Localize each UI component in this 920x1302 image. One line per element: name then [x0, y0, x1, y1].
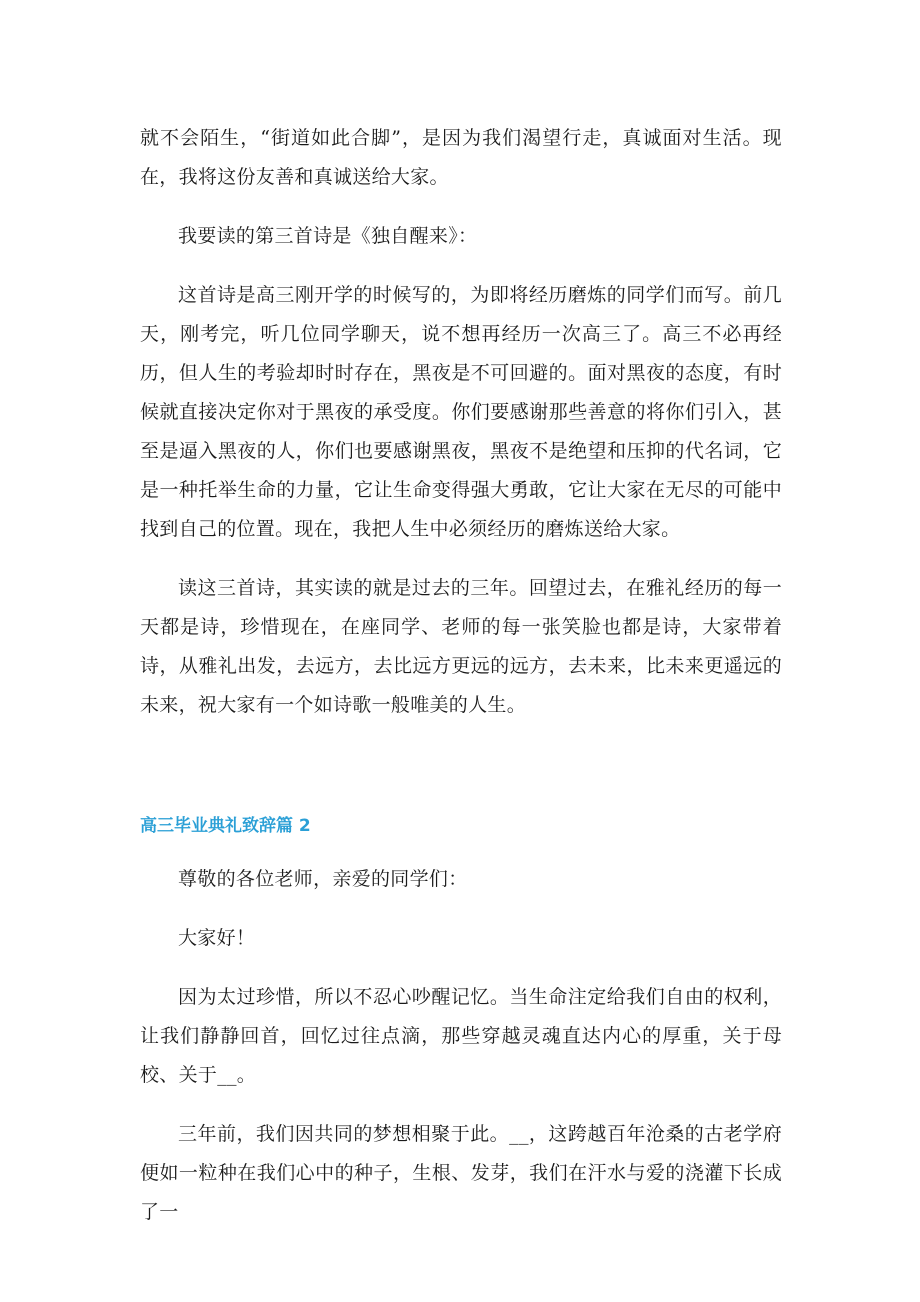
paragraph-three-years-ago: 三年前，我们因共同的梦想相聚于此。__，这跨越百年沧桑的古老学府便如一粒种在我们心中的种子，生根、发芽，我们在汗水与爱的浇灌下长成了一 — [140, 1123, 782, 1223]
paragraph-conclusion: 读这三首诗，其实读的就是过去的三年。回望过去，在雅礼经历的每一天都是诗，珍惜现在，在座同学、老师的每一张笑脸也都是诗，大家带着诗，从雅礼出发，去远方，去比远方更远的远方，去未来，比未来更遥远的未来，祝大家有一个如诗歌一般唯美的人生。 — [140, 577, 782, 716]
paragraph-third-poem-intro: 我要读的第三首诗是《独自醒来》： — [178, 225, 478, 247]
paragraph-continuation: 就不会陌生，“街道如此合脚”，是因为我们渴望行走，真诚面对生活。现在，我将这份友善和真诚送给大家。 — [140, 127, 782, 188]
paragraph-salutation: 尊敬的各位老师，亲爱的同学们： — [178, 868, 468, 890]
paragraph-poem-explanation: 这首诗是高三刚开学的时候写的，为即将经历磨炼的同学们而写。前几天，刚考完，听几位同学聊天，说不想再经历一次高三了。高三不必再经历，但人生的考验却时时存在，黑夜是不可回避的。面对黑夜的态度，有时候就直接决定你对于黑夜的承受度。你们要感谢那些善意的将你们引入，甚至是逼入黑夜的人，你们也要感谢黑夜，黑夜不是绝望和压抑的代名词，它是一种托举生命的力量，它让生命变得强大勇敢，它让大家在无尽的可能中找到自己的位置。现在，我把人生中必须经历的磨炼送给大家。 — [140, 284, 782, 540]
section-heading: 高三毕业典礼致辞篇 2 — [140, 816, 311, 836]
paragraph-greeting: 大家好！ — [178, 927, 256, 949]
paragraph-memories: 因为太过珍惜，所以不忍心吵醒记忆。当生命注定给我们自由的权利，让我们静静回首，回忆过往点滴，那些穿越灵魂直达内心的厚重，关于母校、关于__。 — [140, 986, 782, 1086]
document-page — [140, 119, 782, 1252]
